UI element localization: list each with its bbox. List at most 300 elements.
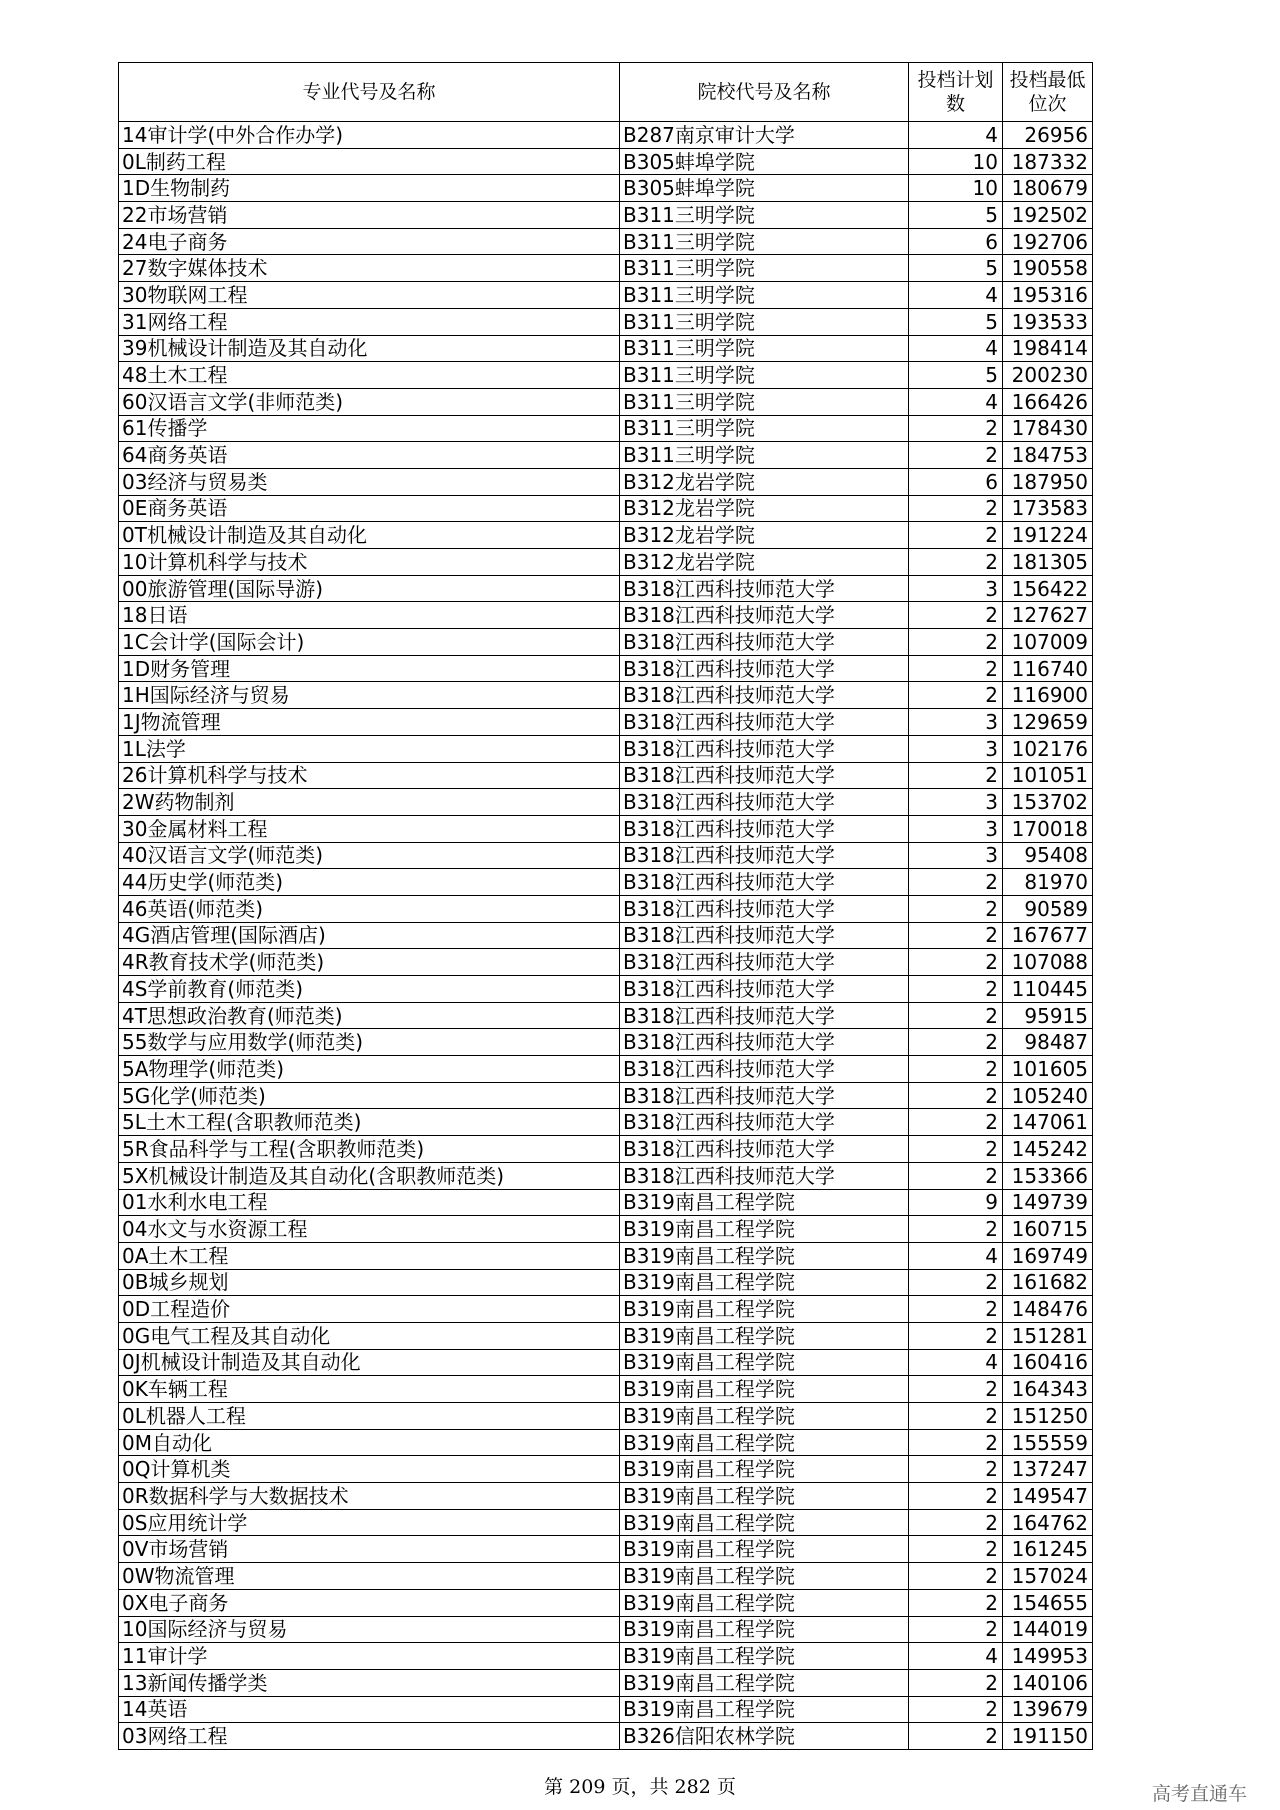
table-row [119,148,1093,175]
school-cell: B319南昌工程学院 [620,1643,909,1670]
table-row [119,735,1093,762]
min-rank-cell: 127627 [1003,602,1093,629]
plan-count-cell: 2 [909,549,1003,576]
school-cell: B319南昌工程学院 [620,1189,909,1216]
table-row [119,522,1093,549]
min-rank-cell: 192502 [1003,202,1093,229]
major-cell: 0J机械设计制造及其自动化 [119,1349,620,1376]
table-row [119,1643,1093,1670]
school-cell: B312龙岩学院 [620,549,909,576]
school-cell: B311三明学院 [620,388,909,415]
school-cell: B318江西科技师范大学 [620,922,909,949]
min-rank-cell: 137247 [1003,1456,1093,1483]
table-row [119,442,1093,469]
table-row [119,1376,1093,1403]
plan-count-cell: 9 [909,1189,1003,1216]
school-cell: B319南昌工程学院 [620,1669,909,1696]
plan-count-cell: 2 [909,895,1003,922]
plan-count-cell: 2 [909,1616,1003,1643]
school-cell: B319南昌工程学院 [620,1296,909,1323]
plan-count-cell: 4 [909,388,1003,415]
min-rank-cell: 198414 [1003,335,1093,362]
plan-count-cell: 5 [909,362,1003,389]
min-rank-cell: 116900 [1003,682,1093,709]
major-cell: 01水利水电工程 [119,1189,620,1216]
major-cell: 0A土木工程 [119,1242,620,1269]
min-rank-cell: 181305 [1003,549,1093,576]
min-rank-cell: 129659 [1003,709,1093,736]
plan-count-cell: 3 [909,815,1003,842]
table-row [119,976,1093,1003]
school-cell: B318江西科技师范大学 [620,735,909,762]
table-row [119,1109,1093,1136]
major-cell: 4R教育技术学(师范类) [119,949,620,976]
school-cell: B318江西科技师范大学 [620,842,909,869]
min-rank-cell: 26956 [1003,122,1093,149]
min-rank-cell: 178430 [1003,415,1093,442]
major-cell: 0B城乡规划 [119,1269,620,1296]
table-row [119,362,1093,389]
major-cell: 5A物理学(师范类) [119,1056,620,1083]
min-rank-cell: 90589 [1003,895,1093,922]
plan-count-cell: 2 [909,1029,1003,1056]
header-major: 专业代号及名称 [119,63,620,122]
table-row [119,762,1093,789]
watermark: 高考直通车 [1152,1783,1248,1805]
major-cell: 04水文与水资源工程 [119,1216,620,1243]
major-cell: 0M自动化 [119,1429,620,1456]
header-row [119,63,1093,122]
table-row [119,1082,1093,1109]
header-school: 院校代号及名称 [620,63,909,122]
major-cell: 22市场营销 [119,202,620,229]
min-rank-cell: 191150 [1003,1723,1093,1750]
plan-count-cell: 10 [909,148,1003,175]
school-cell: B319南昌工程学院 [620,1349,909,1376]
school-cell: B319南昌工程学院 [620,1216,909,1243]
major-cell: 4S学前教育(师范类) [119,976,620,1003]
table-row [119,1322,1093,1349]
plan-count-cell: 2 [909,415,1003,442]
plan-count-cell: 2 [909,682,1003,709]
table-row [119,202,1093,229]
plan-count-cell: 4 [909,1643,1003,1670]
plan-count-cell: 10 [909,175,1003,202]
min-rank-cell: 187332 [1003,148,1093,175]
school-cell: B318江西科技师范大学 [620,575,909,602]
min-rank-cell: 153702 [1003,789,1093,816]
plan-count-cell: 6 [909,468,1003,495]
school-cell: B318江西科技师范大学 [620,709,909,736]
major-cell: 48土木工程 [119,362,620,389]
major-cell: 61传播学 [119,415,620,442]
plan-count-cell: 2 [909,1322,1003,1349]
school-cell: B311三明学院 [620,442,909,469]
plan-count-cell: 2 [909,495,1003,522]
school-cell: B318江西科技师范大学 [620,895,909,922]
table-row [119,1296,1093,1323]
plan-count-cell: 2 [909,1002,1003,1029]
min-rank-cell: 170018 [1003,815,1093,842]
min-rank-cell: 101051 [1003,762,1093,789]
major-cell: 00旅游管理(国际导游) [119,575,620,602]
table-row [119,415,1093,442]
min-rank-cell: 164762 [1003,1509,1093,1536]
table-row [119,1589,1093,1616]
table-row [119,255,1093,282]
plan-count-cell: 3 [909,789,1003,816]
major-cell: 0Q计算机类 [119,1456,620,1483]
min-rank-cell: 160715 [1003,1216,1093,1243]
min-rank-cell: 169749 [1003,1242,1093,1269]
min-rank-cell: 151250 [1003,1403,1093,1430]
min-rank-cell: 180679 [1003,175,1093,202]
major-cell: 0L机器人工程 [119,1403,620,1430]
table-row [119,308,1093,335]
min-rank-cell: 81970 [1003,869,1093,896]
major-cell: 11审计学 [119,1643,620,1670]
page-number: 第 209 页，共 282 页 [544,1776,736,1798]
table-row [119,1189,1093,1216]
plan-count-cell: 2 [909,1216,1003,1243]
school-cell: B319南昌工程学院 [620,1616,909,1643]
plan-count-cell: 2 [909,1056,1003,1083]
min-rank-cell: 149953 [1003,1643,1093,1670]
plan-count-cell: 3 [909,709,1003,736]
major-cell: 1C会计学(国际会计) [119,629,620,656]
major-cell: 0S应用统计学 [119,1509,620,1536]
school-cell: B319南昌工程学院 [620,1456,909,1483]
table-row [119,1696,1093,1723]
school-cell: B318江西科技师范大学 [620,869,909,896]
min-rank-cell: 144019 [1003,1616,1093,1643]
plan-count-cell: 2 [909,1563,1003,1590]
plan-count-cell: 2 [909,1429,1003,1456]
school-cell: B311三明学院 [620,282,909,309]
school-cell: B318江西科技师范大学 [620,682,909,709]
school-cell: B319南昌工程学院 [620,1536,909,1563]
plan-count-cell: 2 [909,1136,1003,1163]
major-cell: 24电子商务 [119,228,620,255]
major-cell: 5R食品科学与工程(含职教师范类) [119,1136,620,1163]
min-rank-cell: 160416 [1003,1349,1093,1376]
table-row [119,1563,1093,1590]
major-cell: 0R数据科学与大数据技术 [119,1483,620,1510]
school-cell: B318江西科技师范大学 [620,949,909,976]
table-row [119,949,1093,976]
min-rank-cell: 151281 [1003,1322,1093,1349]
major-cell: 1L法学 [119,735,620,762]
table-row [119,1056,1093,1083]
table-row [119,1269,1093,1296]
plan-count-cell: 4 [909,122,1003,149]
plan-count-cell: 4 [909,1349,1003,1376]
plan-count-cell: 4 [909,1242,1003,1269]
major-cell: 10计算机科学与技术 [119,549,620,576]
table-row [119,175,1093,202]
school-cell: B319南昌工程学院 [620,1242,909,1269]
major-cell: 60汉语言文学(非师范类) [119,388,620,415]
table-row [119,1162,1093,1189]
major-cell: 31网络工程 [119,308,620,335]
table-row [119,895,1093,922]
table-row [119,388,1093,415]
min-rank-cell: 101605 [1003,1056,1093,1083]
header-min-rank: 投档最低位次 [1003,63,1093,122]
school-cell: B311三明学院 [620,308,909,335]
major-cell: 1D生物制药 [119,175,620,202]
min-rank-cell: 192706 [1003,228,1093,255]
plan-count-cell: 2 [909,1696,1003,1723]
major-cell: 46英语(师范类) [119,895,620,922]
school-cell: B318江西科技师范大学 [620,815,909,842]
major-cell: 39机械设计制造及其自动化 [119,335,620,362]
min-rank-cell: 107009 [1003,629,1093,656]
min-rank-cell: 193533 [1003,308,1093,335]
min-rank-cell: 167677 [1003,922,1093,949]
table-row [119,1403,1093,1430]
min-rank-cell: 155559 [1003,1429,1093,1456]
major-cell: 2W药物制剂 [119,789,620,816]
min-rank-cell: 149547 [1003,1483,1093,1510]
major-cell: 0V市场营销 [119,1536,620,1563]
school-cell: B318江西科技师范大学 [620,629,909,656]
school-cell: B287南京审计大学 [620,122,909,149]
min-rank-cell: 190558 [1003,255,1093,282]
table-row [119,1669,1093,1696]
school-cell: B319南昌工程学院 [620,1483,909,1510]
plan-count-cell: 2 [909,1109,1003,1136]
school-cell: B318江西科技师范大学 [620,1002,909,1029]
major-cell: 03网络工程 [119,1723,620,1750]
table-row [119,1136,1093,1163]
plan-count-cell: 2 [909,1269,1003,1296]
table-row [119,228,1093,255]
table-row [119,495,1093,522]
school-cell: B311三明学院 [620,335,909,362]
major-cell: 30金属材料工程 [119,815,620,842]
table-row [119,468,1093,495]
major-cell: 64商务英语 [119,442,620,469]
plan-count-cell: 2 [909,1669,1003,1696]
school-cell: B312龙岩学院 [620,522,909,549]
table-row [119,1723,1093,1750]
table-row [119,869,1093,896]
min-rank-cell: 98487 [1003,1029,1093,1056]
min-rank-cell: 148476 [1003,1296,1093,1323]
min-rank-cell: 187950 [1003,468,1093,495]
plan-count-cell: 2 [909,1456,1003,1483]
major-cell: 0E商务英语 [119,495,620,522]
school-cell: B318江西科技师范大学 [620,1136,909,1163]
school-cell: B311三明学院 [620,362,909,389]
table-row [119,682,1093,709]
min-rank-cell: 110445 [1003,976,1093,1003]
plan-count-cell: 3 [909,575,1003,602]
school-cell: B305蚌埠学院 [620,148,909,175]
major-cell: 0T机械设计制造及其自动化 [119,522,620,549]
major-cell: 40汉语言文学(师范类) [119,842,620,869]
min-rank-cell: 145242 [1003,1136,1093,1163]
school-cell: B318江西科技师范大学 [620,789,909,816]
major-cell: 0K车辆工程 [119,1376,620,1403]
min-rank-cell: 95408 [1003,842,1093,869]
table-row [119,922,1093,949]
table-row [119,655,1093,682]
school-cell: B311三明学院 [620,255,909,282]
plan-count-cell: 2 [909,442,1003,469]
school-cell: B305蚌埠学院 [620,175,909,202]
plan-count-cell: 3 [909,735,1003,762]
min-rank-cell: 161245 [1003,1536,1093,1563]
major-cell: 44历史学(师范类) [119,869,620,896]
table-row [119,575,1093,602]
min-rank-cell: 107088 [1003,949,1093,976]
school-cell: B318江西科技师范大学 [620,1029,909,1056]
min-rank-cell: 184753 [1003,442,1093,469]
min-rank-cell: 147061 [1003,1109,1093,1136]
school-cell: B319南昌工程学院 [620,1696,909,1723]
min-rank-cell: 164343 [1003,1376,1093,1403]
school-cell: B319南昌工程学院 [620,1269,909,1296]
plan-count-cell: 5 [909,308,1003,335]
major-cell: 1D财务管理 [119,655,620,682]
table-row [119,282,1093,309]
plan-count-cell: 2 [909,949,1003,976]
min-rank-cell: 105240 [1003,1082,1093,1109]
school-cell: B318江西科技师范大学 [620,1162,909,1189]
school-cell: B318江西科技师范大学 [620,762,909,789]
table-row [119,789,1093,816]
school-cell: B319南昌工程学院 [620,1563,909,1590]
table-row [119,1002,1093,1029]
plan-count-cell: 5 [909,255,1003,282]
table-row [119,549,1093,576]
min-rank-cell: 195316 [1003,282,1093,309]
school-cell: B318江西科技师范大学 [620,1082,909,1109]
major-cell: 13新闻传播学类 [119,1669,620,1696]
major-cell: 1H国际经济与贸易 [119,682,620,709]
school-cell: B312龙岩学院 [620,495,909,522]
plan-count-cell: 2 [909,1536,1003,1563]
major-cell: 10国际经济与贸易 [119,1616,620,1643]
plan-count-cell: 2 [909,1403,1003,1430]
plan-count-cell: 2 [909,522,1003,549]
major-cell: 55数学与应用数学(师范类) [119,1029,620,1056]
school-cell: B319南昌工程学院 [620,1429,909,1456]
plan-count-cell: 2 [909,1376,1003,1403]
plan-count-cell: 3 [909,842,1003,869]
major-cell: 14审计学(中外合作办学) [119,122,620,149]
min-rank-cell: 95915 [1003,1002,1093,1029]
major-cell: 27数字媒体技术 [119,255,620,282]
school-cell: B319南昌工程学院 [620,1509,909,1536]
major-cell: 14英语 [119,1696,620,1723]
plan-count-cell: 2 [909,655,1003,682]
table-row [119,1216,1093,1243]
table-row [119,1509,1093,1536]
major-cell: 0X电子商务 [119,1589,620,1616]
table-row [119,122,1093,149]
min-rank-cell: 153366 [1003,1162,1093,1189]
plan-count-cell: 2 [909,976,1003,1003]
major-cell: 03经济与贸易类 [119,468,620,495]
table-row [119,602,1093,629]
school-cell: B319南昌工程学院 [620,1322,909,1349]
plan-count-cell: 2 [909,1162,1003,1189]
min-rank-cell: 161682 [1003,1269,1093,1296]
major-cell: 0G电气工程及其自动化 [119,1322,620,1349]
school-cell: B312龙岩学院 [620,468,909,495]
plan-count-cell: 6 [909,228,1003,255]
plan-count-cell: 4 [909,335,1003,362]
major-cell: 1J物流管理 [119,709,620,736]
major-cell: 0W物流管理 [119,1563,620,1590]
major-cell: 30物联网工程 [119,282,620,309]
plan-count-cell: 5 [909,202,1003,229]
min-rank-cell: 200230 [1003,362,1093,389]
table-row [119,842,1093,869]
table-row [119,629,1093,656]
school-cell: B319南昌工程学院 [620,1589,909,1616]
min-rank-cell: 116740 [1003,655,1093,682]
plan-count-cell: 2 [909,1589,1003,1616]
school-cell: B318江西科技师范大学 [620,1056,909,1083]
major-cell: 0L制药工程 [119,148,620,175]
table-row [119,1029,1093,1056]
plan-count-cell: 2 [909,1509,1003,1536]
plan-count-cell: 2 [909,762,1003,789]
table-row [119,1429,1093,1456]
table-row [119,815,1093,842]
min-rank-cell: 166426 [1003,388,1093,415]
plan-count-cell: 2 [909,1082,1003,1109]
school-cell: B311三明学院 [620,415,909,442]
major-cell: 4G酒店管理(国际酒店) [119,922,620,949]
table-row [119,1536,1093,1563]
plan-count-cell: 2 [909,1483,1003,1510]
header-plan-count: 投档计划数 [909,63,1003,122]
min-rank-cell: 139679 [1003,1696,1093,1723]
plan-count-cell: 2 [909,629,1003,656]
major-cell: 26计算机科学与技术 [119,762,620,789]
table-row [119,1456,1093,1483]
plan-count-cell: 2 [909,922,1003,949]
school-cell: B318江西科技师范大学 [620,602,909,629]
table-row [119,709,1093,736]
major-cell: 5X机械设计制造及其自动化(含职教师范类) [119,1162,620,1189]
min-rank-cell: 140106 [1003,1669,1093,1696]
plan-count-cell: 4 [909,282,1003,309]
min-rank-cell: 173583 [1003,495,1093,522]
table-row [119,1349,1093,1376]
plan-count-cell: 2 [909,1723,1003,1750]
school-cell: B326信阳农林学院 [620,1723,909,1750]
school-cell: B318江西科技师范大学 [620,1109,909,1136]
plan-count-cell: 2 [909,869,1003,896]
min-rank-cell: 157024 [1003,1563,1093,1590]
min-rank-cell: 156422 [1003,575,1093,602]
plan-count-cell: 2 [909,602,1003,629]
school-cell: B319南昌工程学院 [620,1376,909,1403]
major-cell: 0D工程造价 [119,1296,620,1323]
school-cell: B311三明学院 [620,228,909,255]
table-row [119,335,1093,362]
min-rank-cell: 102176 [1003,735,1093,762]
major-cell: 5L土木工程(含职教师范类) [119,1109,620,1136]
table-row [119,1616,1093,1643]
min-rank-cell: 149739 [1003,1189,1093,1216]
